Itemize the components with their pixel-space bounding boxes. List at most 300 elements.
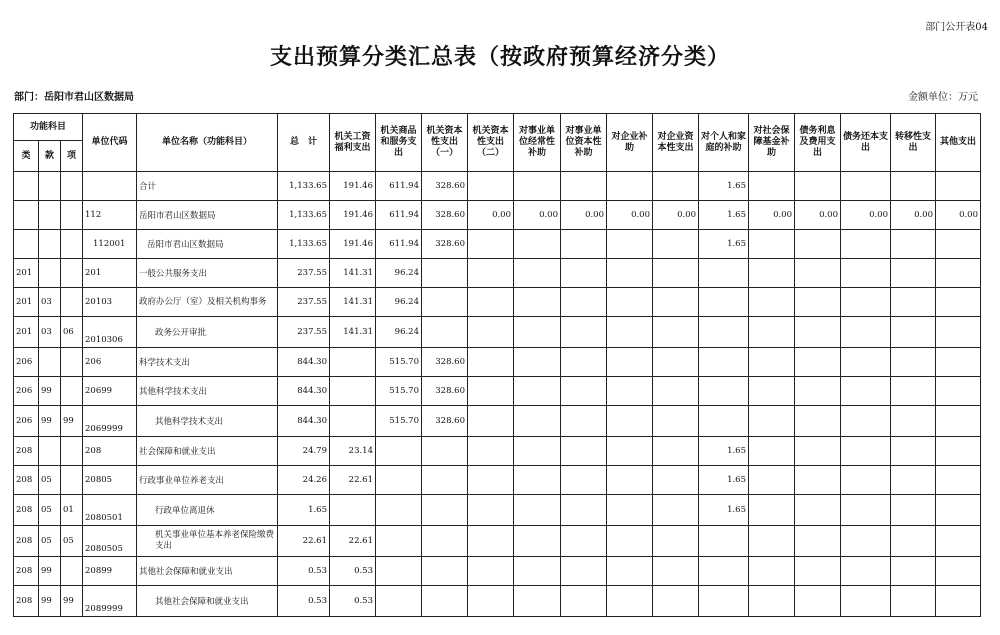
cell-lei: 208	[14, 466, 39, 495]
cell-c8	[653, 172, 699, 201]
cell-c12	[841, 172, 891, 201]
cell-c13: 0.00	[891, 201, 936, 230]
cell-c9: 1.65	[699, 466, 749, 495]
cell-c8	[653, 495, 699, 526]
cell-xiang	[61, 259, 83, 288]
cell-c13	[891, 526, 936, 557]
cell-c4	[468, 377, 514, 406]
cell-total: 237.55	[278, 317, 330, 348]
cell-c1: 22.61	[330, 526, 376, 557]
header-kuan: 款	[39, 141, 61, 172]
cell-c7	[607, 377, 653, 406]
cell-c6	[561, 495, 607, 526]
cell-c3: 328.60	[422, 230, 468, 259]
cell-c6: 0.00	[561, 201, 607, 230]
cell-c14: 0.00	[936, 201, 981, 230]
cell-c4	[468, 495, 514, 526]
cell-c11	[795, 377, 841, 406]
cell-c5	[514, 377, 561, 406]
table-row	[14, 586, 981, 617]
cell-name: 行政单位离退休	[137, 495, 278, 526]
cell-c8	[653, 288, 699, 317]
cell-c9: 1.65	[699, 230, 749, 259]
cell-name: 科学技术支出	[137, 348, 278, 377]
cell-c1: 0.53	[330, 557, 376, 586]
table-row	[14, 526, 981, 557]
cell-c14	[936, 259, 981, 288]
cell-kuan	[39, 259, 61, 288]
cell-c6	[561, 406, 607, 437]
cell-c9	[699, 586, 749, 617]
cell-c11	[795, 586, 841, 617]
cell-c2: 96.24	[376, 259, 422, 288]
cell-c5	[514, 406, 561, 437]
cell-c2	[376, 526, 422, 557]
cell-code: 20899	[83, 557, 137, 586]
cell-c11	[795, 495, 841, 526]
cell-code: 2080501	[83, 495, 137, 526]
cell-c4	[468, 526, 514, 557]
cell-total: 24.79	[278, 437, 330, 466]
cell-lei	[14, 172, 39, 201]
cell-kuan: 99	[39, 557, 61, 586]
cell-c12	[841, 317, 891, 348]
cell-c3	[422, 526, 468, 557]
cell-c8	[653, 526, 699, 557]
cell-kuan: 05	[39, 526, 61, 557]
cell-c10	[749, 348, 795, 377]
cell-name: 社会保障和就业支出	[137, 437, 278, 466]
table-row	[14, 348, 981, 377]
header-unit-code: 单位代码	[83, 114, 137, 172]
cell-name: 一般公共服务支出	[137, 259, 278, 288]
cell-name: 行政事业单位养老支出	[137, 466, 278, 495]
header-c6: 对事业单位资本性补助	[561, 114, 607, 172]
cell-c12	[841, 495, 891, 526]
cell-c12	[841, 259, 891, 288]
cell-c6	[561, 172, 607, 201]
header-c9: 对个人和家庭的补助	[699, 114, 749, 172]
cell-xiang	[61, 348, 83, 377]
cell-c9	[699, 288, 749, 317]
header-lei: 类	[14, 141, 39, 172]
cell-lei: 201	[14, 288, 39, 317]
cell-c11	[795, 348, 841, 377]
cell-lei: 208	[14, 557, 39, 586]
cell-c5	[514, 288, 561, 317]
cell-c13	[891, 437, 936, 466]
cell-code	[83, 172, 137, 201]
cell-total: 0.53	[278, 557, 330, 586]
cell-c14	[936, 557, 981, 586]
cell-c10	[749, 526, 795, 557]
cell-kuan: 05	[39, 495, 61, 526]
cell-c12	[841, 230, 891, 259]
cell-c4	[468, 317, 514, 348]
cell-kuan: 05	[39, 466, 61, 495]
cell-c13	[891, 348, 936, 377]
cell-lei: 208	[14, 586, 39, 617]
cell-c5	[514, 259, 561, 288]
cell-c12	[841, 288, 891, 317]
cell-c7	[607, 317, 653, 348]
cell-c14	[936, 406, 981, 437]
cell-kuan	[39, 230, 61, 259]
table-row	[14, 557, 981, 586]
cell-c7	[607, 495, 653, 526]
cell-c11	[795, 466, 841, 495]
cell-code: 2080505	[83, 526, 137, 557]
cell-code: 112001	[83, 230, 137, 259]
cell-c10	[749, 317, 795, 348]
header-c12: 债务还本支出	[841, 114, 891, 172]
cell-c7: 0.00	[607, 201, 653, 230]
header-c4: 机关资本性支出（二）	[468, 114, 514, 172]
cell-c6	[561, 466, 607, 495]
cell-c6	[561, 437, 607, 466]
header-c14: 其他支出	[936, 114, 981, 172]
cell-c2: 515.70	[376, 406, 422, 437]
cell-c3: 328.60	[422, 377, 468, 406]
cell-c11	[795, 526, 841, 557]
cell-c13	[891, 377, 936, 406]
cell-c8: 0.00	[653, 201, 699, 230]
cell-code: 20103	[83, 288, 137, 317]
cell-kuan	[39, 172, 61, 201]
header-xiang: 项	[61, 141, 83, 172]
cell-c5	[514, 586, 561, 617]
cell-c1: 191.46	[330, 201, 376, 230]
cell-c9: 1.65	[699, 495, 749, 526]
cell-c8	[653, 348, 699, 377]
cell-c13	[891, 586, 936, 617]
cell-c12	[841, 348, 891, 377]
cell-code: 2069999	[83, 406, 137, 437]
cell-c6	[561, 377, 607, 406]
cell-c12	[841, 377, 891, 406]
cell-name: 岳阳市君山区数据局	[137, 230, 278, 259]
cell-c13	[891, 288, 936, 317]
cell-code: 20699	[83, 377, 137, 406]
cell-c10	[749, 377, 795, 406]
cell-kuan: 99	[39, 377, 61, 406]
cell-c1: 22.61	[330, 466, 376, 495]
cell-c7	[607, 557, 653, 586]
cell-code: 2089999	[83, 586, 137, 617]
cell-c1	[330, 377, 376, 406]
cell-c13	[891, 317, 936, 348]
cell-c9: 1.65	[699, 201, 749, 230]
header-unit-name: 单位名称（功能科目）	[137, 114, 278, 172]
cell-c5: 0.00	[514, 201, 561, 230]
cell-c5	[514, 557, 561, 586]
cell-c5	[514, 317, 561, 348]
cell-kuan: 99	[39, 406, 61, 437]
cell-c1: 191.46	[330, 230, 376, 259]
cell-c1: 141.31	[330, 288, 376, 317]
cell-total: 237.55	[278, 288, 330, 317]
cell-c7	[607, 406, 653, 437]
cell-c9: 1.65	[699, 437, 749, 466]
cell-c2: 96.24	[376, 317, 422, 348]
cell-xiang: 01	[61, 495, 83, 526]
cell-c11	[795, 557, 841, 586]
cell-c8	[653, 377, 699, 406]
cell-c9	[699, 526, 749, 557]
cell-c13	[891, 172, 936, 201]
cell-total: 1,133.65	[278, 230, 330, 259]
cell-c4: 0.00	[468, 201, 514, 230]
cell-xiang	[61, 230, 83, 259]
cell-lei	[14, 230, 39, 259]
cell-c3	[422, 586, 468, 617]
cell-c14	[936, 377, 981, 406]
table-row	[14, 466, 981, 495]
cell-c3	[422, 495, 468, 526]
department-label: 部门：岳阳市君山区数据局	[14, 92, 134, 103]
cell-c1: 141.31	[330, 259, 376, 288]
cell-lei: 208	[14, 526, 39, 557]
cell-lei: 208	[14, 495, 39, 526]
cell-c12	[841, 466, 891, 495]
cell-c1	[330, 495, 376, 526]
header-c2: 机关商品和服务支出	[376, 114, 422, 172]
cell-c4	[468, 406, 514, 437]
cell-c9: 1.65	[699, 172, 749, 201]
cell-c2: 515.70	[376, 377, 422, 406]
cell-c2: 96.24	[376, 288, 422, 317]
form-number: 部门公开表04	[925, 22, 988, 33]
cell-code: 20805	[83, 466, 137, 495]
cell-c14	[936, 230, 981, 259]
amount-unit-label: 金额单位：万元	[908, 92, 978, 103]
cell-c3: 328.60	[422, 172, 468, 201]
cell-kuan: 03	[39, 288, 61, 317]
cell-c9	[699, 348, 749, 377]
cell-c2: 611.94	[376, 201, 422, 230]
cell-c13	[891, 259, 936, 288]
cell-c14	[936, 495, 981, 526]
cell-xiang: 99	[61, 586, 83, 617]
header-c1: 机关工资福利支出	[330, 114, 376, 172]
cell-c5	[514, 230, 561, 259]
cell-c12	[841, 437, 891, 466]
table-row	[14, 172, 981, 201]
cell-c5	[514, 526, 561, 557]
cell-c7	[607, 230, 653, 259]
cell-c6	[561, 288, 607, 317]
cell-c5	[514, 466, 561, 495]
cell-xiang: 06	[61, 317, 83, 348]
header-c5: 对事业单位经常性补助	[514, 114, 561, 172]
cell-c8	[653, 317, 699, 348]
cell-c6	[561, 230, 607, 259]
cell-c3	[422, 288, 468, 317]
cell-name: 政务公开审批	[137, 317, 278, 348]
cell-c11: 0.00	[795, 201, 841, 230]
cell-c12	[841, 557, 891, 586]
cell-c10	[749, 230, 795, 259]
cell-c1	[330, 406, 376, 437]
cell-total: 22.61	[278, 526, 330, 557]
cell-lei: 206	[14, 406, 39, 437]
cell-c2	[376, 586, 422, 617]
cell-total: 237.55	[278, 259, 330, 288]
cell-c13	[891, 466, 936, 495]
cell-c7	[607, 172, 653, 201]
cell-name: 机关事业单位基本养老保险缴费支出	[137, 526, 278, 557]
cell-xiang	[61, 377, 83, 406]
cell-xiang	[61, 288, 83, 317]
cell-c13	[891, 406, 936, 437]
cell-c14	[936, 348, 981, 377]
cell-kuan	[39, 348, 61, 377]
cell-c3	[422, 466, 468, 495]
header-c8: 对企业资本性支出	[653, 114, 699, 172]
header-c3: 机关资本性支出（一）	[422, 114, 468, 172]
cell-xiang	[61, 172, 83, 201]
cell-c4	[468, 259, 514, 288]
header-c13: 转移性支出	[891, 114, 936, 172]
cell-c10	[749, 172, 795, 201]
cell-kuan: 99	[39, 586, 61, 617]
cell-name: 合计	[137, 172, 278, 201]
cell-c1: 23.14	[330, 437, 376, 466]
cell-c4	[468, 586, 514, 617]
cell-c9	[699, 557, 749, 586]
cell-c10	[749, 466, 795, 495]
cell-c3	[422, 557, 468, 586]
cell-c10	[749, 259, 795, 288]
cell-c1: 0.53	[330, 586, 376, 617]
cell-xiang	[61, 466, 83, 495]
cell-c3	[422, 317, 468, 348]
cell-c5	[514, 437, 561, 466]
cell-c3: 328.60	[422, 201, 468, 230]
cell-c10: 0.00	[749, 201, 795, 230]
cell-total: 1,133.65	[278, 201, 330, 230]
cell-xiang: 05	[61, 526, 83, 557]
cell-c2	[376, 495, 422, 526]
cell-c3: 328.60	[422, 348, 468, 377]
cell-xiang: 99	[61, 406, 83, 437]
cell-c4	[468, 437, 514, 466]
cell-c5	[514, 172, 561, 201]
cell-c2	[376, 466, 422, 495]
cell-c7	[607, 348, 653, 377]
header-func-subject: 功能科目	[14, 114, 83, 141]
cell-c9	[699, 406, 749, 437]
cell-c11	[795, 172, 841, 201]
cell-c10	[749, 557, 795, 586]
cell-c6	[561, 557, 607, 586]
cell-c12: 0.00	[841, 201, 891, 230]
cell-c13	[891, 495, 936, 526]
cell-xiang	[61, 557, 83, 586]
cell-c4	[468, 230, 514, 259]
cell-name: 其他社会保障和就业支出	[137, 586, 278, 617]
cell-code: 208	[83, 437, 137, 466]
cell-total: 1.65	[278, 495, 330, 526]
cell-name: 岳阳市君山区数据局	[137, 201, 278, 230]
cell-c4	[468, 557, 514, 586]
cell-total: 844.30	[278, 406, 330, 437]
cell-c7	[607, 259, 653, 288]
table-row	[14, 437, 981, 466]
cell-c4	[468, 348, 514, 377]
cell-kuan	[39, 201, 61, 230]
cell-c4	[468, 288, 514, 317]
cell-c2	[376, 437, 422, 466]
cell-c10	[749, 495, 795, 526]
header-c7: 对企业补助	[607, 114, 653, 172]
cell-c8	[653, 437, 699, 466]
cell-c14	[936, 586, 981, 617]
cell-c11	[795, 259, 841, 288]
cell-c11	[795, 437, 841, 466]
cell-c1	[330, 348, 376, 377]
cell-c7	[607, 526, 653, 557]
table-row	[14, 495, 981, 526]
cell-c12	[841, 526, 891, 557]
cell-c3: 328.60	[422, 406, 468, 437]
header-total: 总 计	[278, 114, 330, 172]
cell-c10	[749, 406, 795, 437]
cell-c8	[653, 557, 699, 586]
cell-c13	[891, 230, 936, 259]
cell-c6	[561, 317, 607, 348]
cell-c1: 191.46	[330, 172, 376, 201]
cell-c10	[749, 437, 795, 466]
cell-c8	[653, 259, 699, 288]
cell-c14	[936, 288, 981, 317]
table-row	[14, 406, 981, 437]
cell-c2: 611.94	[376, 172, 422, 201]
cell-lei: 201	[14, 317, 39, 348]
cell-c3	[422, 259, 468, 288]
table-row	[14, 201, 981, 230]
cell-c6	[561, 259, 607, 288]
cell-c6	[561, 348, 607, 377]
cell-c12	[841, 586, 891, 617]
cell-c7	[607, 288, 653, 317]
cell-c4	[468, 466, 514, 495]
cell-lei: 206	[14, 377, 39, 406]
cell-name: 其他科学技术支出	[137, 406, 278, 437]
cell-c11	[795, 230, 841, 259]
cell-total: 0.53	[278, 586, 330, 617]
cell-c6	[561, 586, 607, 617]
cell-c4	[468, 172, 514, 201]
cell-c9	[699, 317, 749, 348]
header-c11: 债务利息及费用支出	[795, 114, 841, 172]
cell-code: 112	[83, 201, 137, 230]
cell-name: 其他科学技术支出	[137, 377, 278, 406]
cell-c7	[607, 466, 653, 495]
cell-kuan	[39, 437, 61, 466]
cell-total: 844.30	[278, 348, 330, 377]
cell-lei: 201	[14, 259, 39, 288]
cell-c7	[607, 437, 653, 466]
cell-code: 201	[83, 259, 137, 288]
cell-c10	[749, 288, 795, 317]
cell-lei: 206	[14, 348, 39, 377]
cell-c1: 141.31	[330, 317, 376, 348]
cell-c7	[607, 586, 653, 617]
cell-code: 206	[83, 348, 137, 377]
cell-c14	[936, 526, 981, 557]
cell-c13	[891, 557, 936, 586]
